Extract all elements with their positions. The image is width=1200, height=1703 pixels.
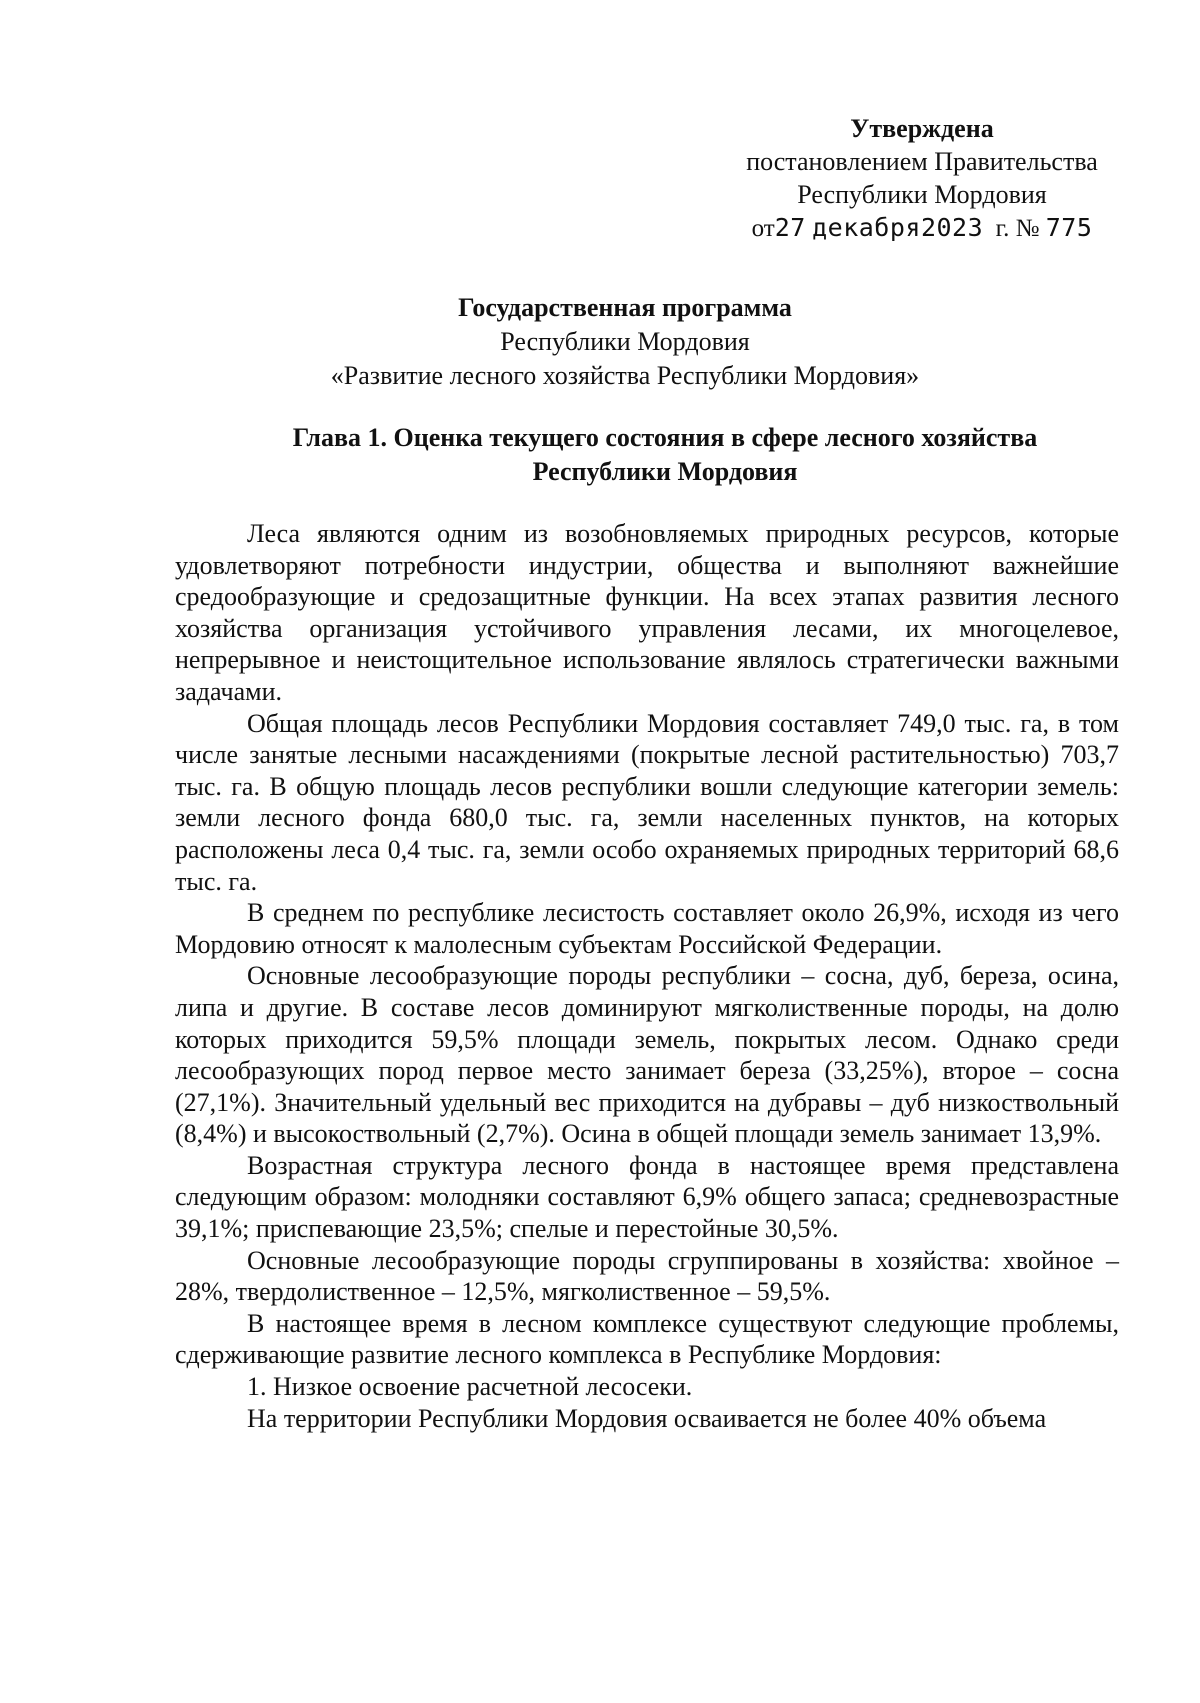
list-item: 1. Низкое освоение расчетной лесосеки.: [247, 1372, 693, 1402]
date-year: 2023: [920, 213, 984, 242]
resolution-number: 775: [1045, 213, 1093, 242]
approval-line-2: Республики Мордовия: [797, 180, 1047, 209]
date-month: декабря: [812, 213, 921, 242]
program-name: «Развитие лесного хозяйства Республики Мордовия»: [330, 361, 920, 390]
program-subtitle: Республики Мордовия: [500, 327, 750, 356]
approval-line-1: постановлением Правительства: [746, 147, 1098, 176]
program-heading: [240, 291, 1010, 393]
paragraph: В среднем по республике лесистость составляет около 26,9%, исходя из чего Мордовию относят к малолесным субъектам Российской Федерации.: [175, 898, 1119, 959]
approval-block: [712, 112, 1132, 245]
date-day: 27: [774, 213, 806, 242]
program-title: Государственная программа: [458, 293, 792, 322]
chapter-title-line-1: Глава 1. Оценка текущего состояния в сфере лесного хозяйства: [292, 423, 1038, 452]
body-text: [175, 518, 1119, 1434]
approval-title: Утверждена: [850, 114, 994, 143]
chapter-title-line-2: Республики Мордовия: [532, 457, 798, 486]
chapter-heading: [230, 421, 1100, 489]
approval-date-line: [712, 211, 1132, 245]
date-suffix: г. №: [995, 215, 1040, 242]
paragraph: Основные лесообразующие породы сгруппированы в хозяйства: хвойное – 28%, твердолиственное – 12,5%, мягколиственное – 59,5%.: [175, 1245, 1119, 1307]
paragraph: Леса являются одним из возобновляемых природных ресурсов, которые удовлетворяют потребности индустрии, общества и выполняют важнейшие средообразующие и средозащитные функции. На всех этапах развития лесного хозяйства организация устойчивого управления лесами, их многоцелевое, непрерывное и неистощительное использование являлось стратегически важными задачами.: [175, 519, 1119, 706]
paragraph: В настоящее время в лесном комплексе существуют следующие проблемы, сдерживающие развитие лесного комплекса в Республике Мордовия:: [175, 1308, 1119, 1370]
paragraph: Возрастная структура лесного фонда в настоящее время представлена следующим образом: молодняки составляют 6,9% общего запаса; средневозрастные 39,1%; приспевающие 23,5%; спелые и перестойные 30,5%.: [175, 1150, 1119, 1244]
date-prefix: от: [751, 215, 775, 242]
paragraph: Общая площадь лесов Республики Мордовия составляет 749,0 тыс. га, в том числе занятые лесными насаждениями (покрытые лесной растительностью) 703,7 тыс. га. В общую площадь лесов республики вошли следующие категории земель: земли лесного фонда 680,0 тыс. га, земли населенных пунктов, на которых расположены леса 0,4 тыс. га, земли особо охраняемых природных территорий 68,6 тыс. га.: [175, 708, 1119, 896]
paragraph: Основные лесообразующие породы республики – сосна, дуб, береза, осина, липа и другие. В составе лесов доминируют мягколиственные породы, на долю которых приходится 59,5% площади земель, покрытых лесом. Однако среди лесообразующих пород первое место занимает береза (33,25%), второе – сосна (27,1%). Значительный удельный вес приходится на дубравы – дуб низкоствольный (8,4%) и высокоствольный (2,7%). Осина в общей площади земель занимает 13,9%.: [175, 961, 1119, 1149]
paragraph: На территории Республики Мордовия осваивается не более 40% объема: [247, 1403, 1047, 1433]
